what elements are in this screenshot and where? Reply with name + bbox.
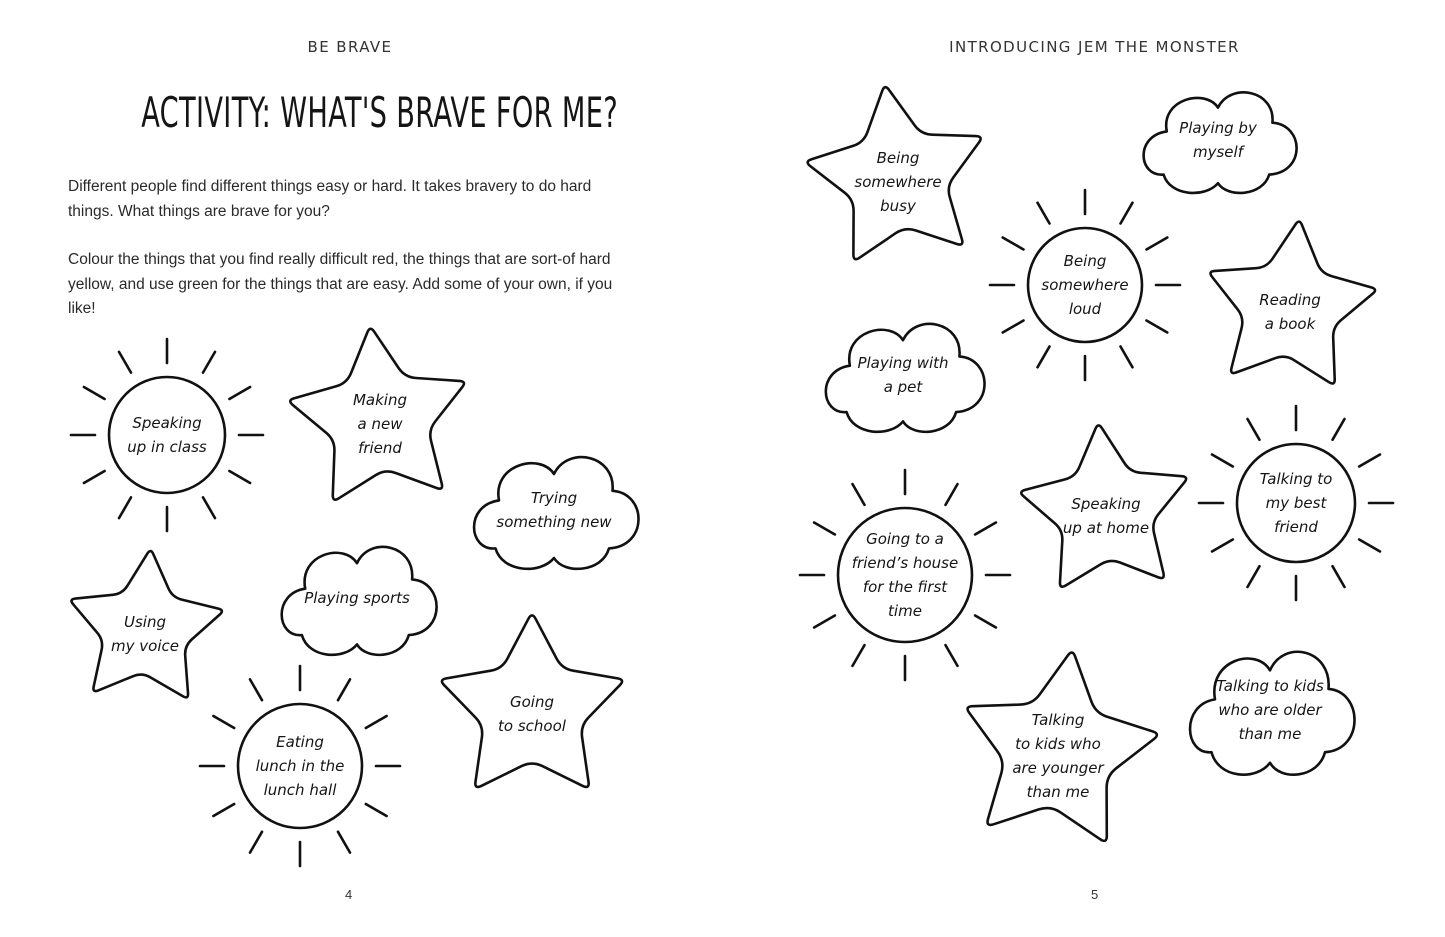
intro-paragraph-2: Colour the things that you find really difficult red, the things that are sort-of hard yellow, and use green for the things that are easy. Add some of your own, if you like! <box>68 251 613 317</box>
label-line: to kids who <box>1015 735 1101 753</box>
sun-ray <box>366 804 387 816</box>
sun-ray <box>853 484 865 505</box>
sun-ray <box>203 497 215 518</box>
label-line: Talking <box>1031 711 1085 729</box>
sun-label <box>1211 467 1381 539</box>
label-line: Being <box>1063 252 1107 270</box>
sun-ray <box>229 471 250 483</box>
label-line: who are older <box>1218 701 1322 719</box>
label-line: somewhere <box>1041 276 1129 294</box>
sun-ray <box>1003 321 1024 333</box>
sun-ray <box>213 716 234 728</box>
sun-ray <box>119 352 131 373</box>
running-head-left: BE BRAVE <box>307 38 393 56</box>
label-line: Speaking <box>1071 495 1141 513</box>
activity-title: ACTIVITY: WHAT'S BRAVE FOR ME? <box>141 88 619 137</box>
sun-ray <box>1248 419 1260 440</box>
sun-ray <box>853 645 865 666</box>
star-label <box>60 610 230 658</box>
page-number-right: 5 <box>1091 887 1099 902</box>
sun-label <box>820 527 990 623</box>
label-line: my voice <box>111 637 179 655</box>
label-line: Going <box>510 693 554 711</box>
sun-ray <box>213 804 234 816</box>
sun-ray <box>1003 238 1024 250</box>
label-line: to school <box>498 717 566 735</box>
sun-ray <box>250 679 262 700</box>
label-line: for the first <box>862 578 948 596</box>
sun-ray <box>1038 347 1050 368</box>
label-line: Reading <box>1259 291 1321 309</box>
label-line: friend <box>358 439 402 457</box>
sun-ray <box>250 832 262 853</box>
label-line: loud <box>1068 300 1102 318</box>
sun-ray <box>1333 566 1345 587</box>
star-label <box>1205 288 1375 336</box>
sun-ray <box>1212 455 1233 467</box>
label-line: Going to a <box>866 530 944 548</box>
sun-ray <box>366 716 387 728</box>
intro-paragraph-1: Different people find different things easy or hard. It takes bravery to do hard things. What things are brave for you? <box>68 178 592 220</box>
sun-ray <box>1359 540 1380 552</box>
label-line: up at home <box>1062 519 1150 537</box>
cloud-label <box>1185 674 1355 746</box>
sun-ray <box>1147 238 1168 250</box>
cloud-label <box>818 351 988 399</box>
running-head-right: INTRODUCING JEM THE MONSTER <box>949 38 1240 56</box>
label-line: Trying <box>530 489 578 507</box>
sun-label <box>215 730 385 802</box>
label-line: Making <box>352 391 408 409</box>
sun-ray <box>946 484 958 505</box>
star-label <box>973 708 1143 804</box>
sun-ray <box>119 497 131 518</box>
label-line: up in class <box>127 438 207 456</box>
sun-ray <box>1333 419 1345 440</box>
label-line: than me <box>1026 783 1090 801</box>
cloud-label <box>272 586 442 610</box>
cloud-label <box>1133 116 1303 164</box>
label-line: a pet <box>883 378 923 396</box>
sun-label <box>1000 249 1170 321</box>
sun-ray <box>338 679 350 700</box>
sun-ray <box>1248 566 1260 587</box>
sun-ray <box>1359 455 1380 467</box>
sun-ray <box>84 471 105 483</box>
label-line: lunch in the <box>255 757 345 775</box>
label-line: myself <box>1193 143 1243 161</box>
sun-ray <box>1147 321 1168 333</box>
label-line: Being <box>876 149 920 167</box>
label-line: a book <box>1264 315 1316 333</box>
label-line: my best <box>1265 494 1327 512</box>
label-line: Playing by <box>1179 119 1257 137</box>
sun-ray <box>338 832 350 853</box>
sun-ray <box>1121 347 1133 368</box>
label-line: Playing with <box>857 354 949 372</box>
label-line: Eating <box>276 733 324 751</box>
page-number-left: 4 <box>345 887 353 902</box>
label-line: lunch hall <box>263 781 337 799</box>
label-line: a new <box>357 415 403 433</box>
star-label <box>813 146 983 218</box>
label-line: something new <box>496 513 612 531</box>
sun-label <box>82 411 252 459</box>
label-line: Talking to <box>1259 470 1333 488</box>
sun-ray <box>1121 203 1133 224</box>
sun-ray <box>229 387 250 399</box>
label-line: Speaking <box>132 414 202 432</box>
star-label <box>1021 492 1191 540</box>
label-line: than me <box>1238 725 1302 743</box>
sun-ray <box>1038 203 1050 224</box>
star-label <box>295 388 465 460</box>
sun-ray <box>203 352 215 373</box>
label-line: busy <box>880 197 916 215</box>
label-line: friend’s house <box>851 554 959 572</box>
label-line: somewhere <box>854 173 942 191</box>
label-line: are younger <box>1012 759 1104 777</box>
label-line: Talking to kids <box>1216 677 1324 695</box>
cloud-label <box>469 486 639 534</box>
star-label <box>447 690 617 738</box>
sun-ray <box>84 387 105 399</box>
label-line: Using <box>124 613 166 631</box>
label-line: Playing sports <box>304 589 410 607</box>
sun-ray <box>1212 540 1233 552</box>
sun-ray <box>946 645 958 666</box>
label-line: friend <box>1274 518 1318 536</box>
label-line: time <box>888 602 922 620</box>
